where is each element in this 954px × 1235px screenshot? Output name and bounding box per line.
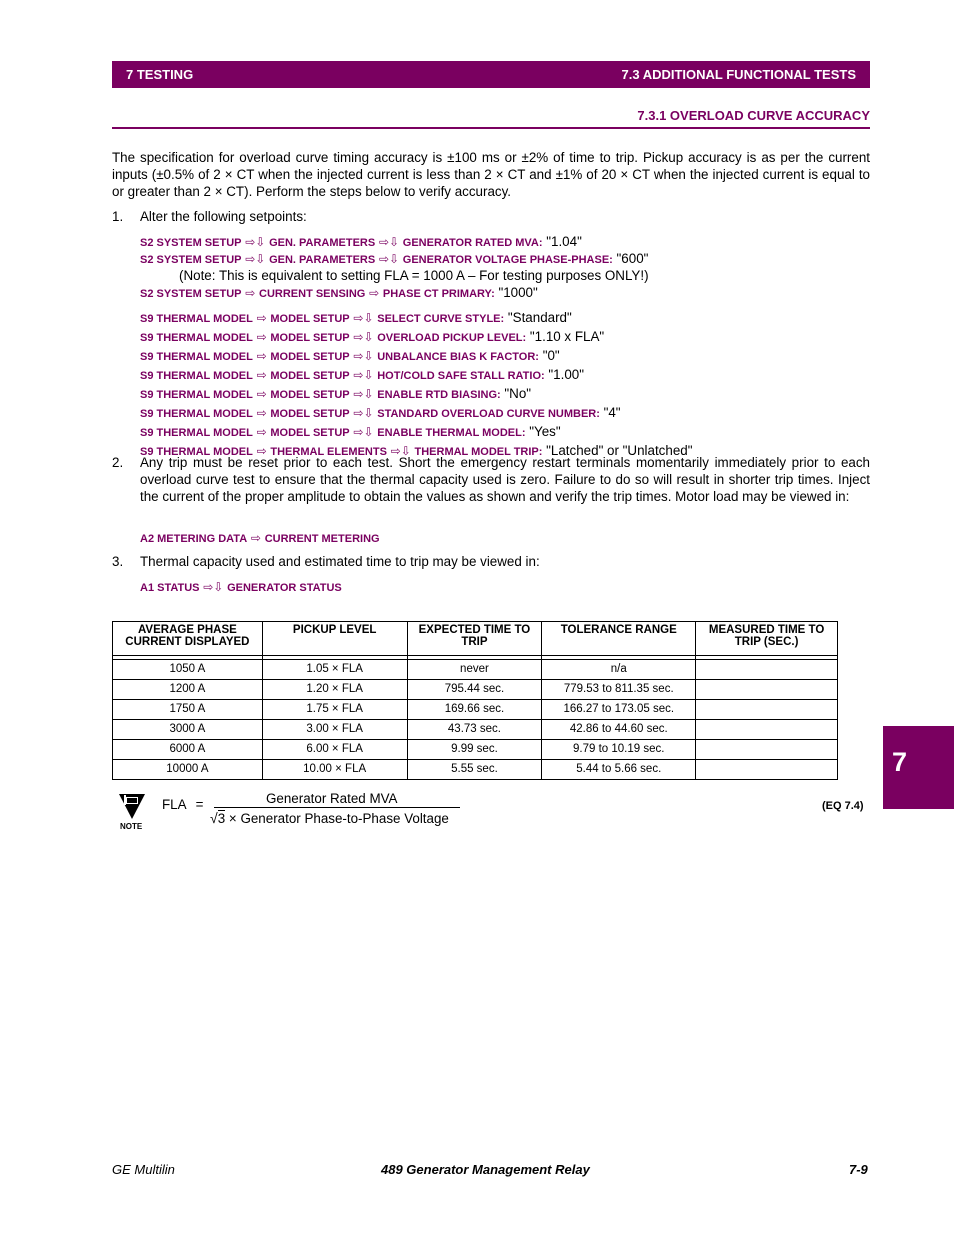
table-cell: 6.00 × FLA <box>262 740 407 760</box>
setpoint-value: "1.00" <box>544 367 584 382</box>
setpoint-path: S9 THERMAL MODEL <box>140 389 253 401</box>
setpoint-value: "0" <box>538 348 560 363</box>
setpoint-path: S9 THERMAL MODEL <box>140 408 253 420</box>
arrow-right-down-icon: ⇨⇩ <box>353 387 374 401</box>
table-row <box>113 660 838 680</box>
note-marker <box>117 791 147 833</box>
table-cell: 9.79 to 10.19 sec. <box>542 740 696 760</box>
setpoint-path: MODEL SETUP <box>270 351 350 363</box>
setpoint-name: ENABLE RTD BIASING: <box>377 389 501 401</box>
table-cell: 10000 A <box>113 760 263 780</box>
setpoint-path: S2 SYSTEM SETUP <box>140 288 242 300</box>
arrow-right-icon: ⇨ <box>256 349 267 363</box>
equation-variable: FLA <box>162 797 186 812</box>
arrow-right-down-icon: ⇨⇩ <box>245 252 266 266</box>
step-2-text: Any trip must be reset prior to each test. Short the emergency restart terminals momentarily immediately prior to each overload curve test to ensure that the thermal capacity used is zero. Failure to do so will result in shorter trip times. Inject the current of the proper amplitude to obtain the values as shown and verify the trip times. Motor load may be viewed in: <box>140 455 870 504</box>
setpoint-value: "600" <box>612 251 649 266</box>
setpoint-path: THERMAL ELEMENTS <box>270 446 387 458</box>
table-cell: 5.55 sec. <box>407 760 542 780</box>
table-header-cell: TOLERANCE RANGE <box>542 622 696 656</box>
page-number: 7-9 <box>849 1162 868 1177</box>
chapter-tab <box>883 726 954 809</box>
table-cell <box>696 760 838 780</box>
table-header-cell: MEASURED TIME TO TRIP (SEC.) <box>696 622 838 656</box>
table-cell <box>696 660 838 680</box>
arrow-right-down-icon: ⇨⇩ <box>353 406 374 420</box>
times-symbol: × <box>228 811 237 826</box>
setpoint-path: S9 THERMAL MODEL <box>140 313 253 325</box>
arrow-right-down-icon: ⇨⇩ <box>353 368 374 382</box>
setpoint-line <box>140 309 692 328</box>
setpoint-path: S9 THERMAL MODEL <box>140 446 253 458</box>
arrow-right-icon: ⇨ <box>250 531 261 545</box>
setpoint-value: "Standard" <box>504 310 572 325</box>
arrow-right-icon: ⇨ <box>369 286 380 300</box>
equation-label: (EQ 7.4) <box>822 800 864 812</box>
chapter-tab-number: 7 <box>892 747 908 777</box>
equation-numerator: Generator Rated MVA <box>266 791 398 806</box>
subsection-title: 7.3.1 OVERLOAD CURVE ACCURACY <box>637 108 870 123</box>
radicand: 3 <box>217 811 226 826</box>
sqrt-icon: √ <box>210 810 218 826</box>
table-cell: n/a <box>542 660 696 680</box>
setpoint-line <box>140 328 692 347</box>
setpoint-path: MODEL SETUP <box>270 370 350 382</box>
chapter-header-bar <box>112 61 870 88</box>
table-cell: never <box>407 660 542 680</box>
table-cell <box>696 680 838 700</box>
equation-equals: = <box>195 797 204 812</box>
table-cell <box>696 720 838 740</box>
section-header: 7.3 ADDITIONAL FUNCTIONAL TESTS <box>621 67 856 82</box>
arrow-right-down-icon: ⇨⇩ <box>390 444 411 458</box>
arrow-right-icon: ⇨ <box>256 444 267 458</box>
setpoint-path: MODEL SETUP <box>270 313 350 325</box>
setpoint-path: CURRENT METERING <box>264 533 380 545</box>
setpoint-name: STANDARD OVERLOAD CURVE NUMBER: <box>377 408 600 420</box>
arrow-right-icon: ⇨ <box>245 286 256 300</box>
table-cell <box>696 700 838 720</box>
thermal-setpoints <box>140 309 692 461</box>
status-path <box>140 578 342 597</box>
table-cell: 169.66 sec. <box>407 700 542 720</box>
arrow-right-icon: ⇨ <box>256 425 267 439</box>
intro-paragraph: The specification for overload curve timing accuracy is ±100 ms or ±2% of time to trip. Pickup accuracy is as per the current inputs (±0.5% of 2 × CT when the injected current is less than 2 × CT and ±1% of 20 × CT when the injected current is equal to or greater than 2 × CT). Perform the steps below to verify accuracy. <box>112 150 870 199</box>
note-label: NOTE <box>120 822 143 831</box>
step-3-number: 3. <box>112 554 124 569</box>
setpoint-path: S9 THERMAL MODEL <box>140 370 253 382</box>
table-cell: 9.99 sec. <box>407 740 542 760</box>
setpoint-path: MODEL SETUP <box>270 332 350 344</box>
table-header-cell: EXPECTED TIME TO TRIP <box>407 622 542 656</box>
setpoint-path: S9 THERMAL MODEL <box>140 427 253 439</box>
table-row <box>113 700 838 720</box>
table-cell: 3.00 × FLA <box>262 720 407 740</box>
setpoint-path: MODEL SETUP <box>270 389 350 401</box>
setpoint-path: GEN. PARAMETERS <box>269 254 376 266</box>
table-cell: 43.73 sec. <box>407 720 542 740</box>
table-cell: 1.05 × FLA <box>262 660 407 680</box>
table-cell: 3000 A <box>113 720 263 740</box>
setpoint-line <box>140 423 692 442</box>
setpoint-path: MODEL SETUP <box>270 427 350 439</box>
setpoint-path: S9 THERMAL MODEL <box>140 351 253 363</box>
arrow-right-icon: ⇨ <box>256 406 267 420</box>
setpoint-path: S9 THERMAL MODEL <box>140 332 253 344</box>
arrow-right-down-icon: ⇨⇩ <box>203 580 224 594</box>
overload-test-table <box>112 621 838 780</box>
table-header-cell: AVERAGE PHASE CURRENT DISPLAYED <box>113 622 263 656</box>
arrow-right-icon: ⇨ <box>256 387 267 401</box>
chapter-title: 7 TESTING <box>126 67 194 82</box>
setpoint-name: HOT/COLD SAFE STALL RATIO: <box>377 370 545 382</box>
note-icon <box>117 791 147 821</box>
equation-denominator <box>210 810 449 826</box>
table-row <box>113 760 838 780</box>
fraction-bar <box>214 807 460 808</box>
table-cell: 5.44 to 5.66 sec. <box>542 760 696 780</box>
header-rule <box>112 127 870 129</box>
setpoint-value: "1.10 x FLA" <box>526 329 605 344</box>
setpoint-line <box>140 404 692 423</box>
table-cell: 1050 A <box>113 660 263 680</box>
setpoint-value: "4" <box>599 405 621 420</box>
setpoint-name: OVERLOAD PICKUP LEVEL: <box>377 332 527 344</box>
table-cell: 779.53 to 811.35 sec. <box>542 680 696 700</box>
table-row <box>113 680 838 700</box>
equation-lhs <box>162 797 203 812</box>
setpoint-value: "No" <box>500 386 532 401</box>
setpoint-value: "1000" <box>494 285 538 300</box>
footer-product: 489 Generator Management Relay <box>381 1162 590 1177</box>
arrow-right-down-icon: ⇨⇩ <box>378 252 400 266</box>
arrow-right-down-icon: ⇨⇩ <box>353 425 374 439</box>
setpoint-line <box>140 385 692 404</box>
footer-company: GE Multilin <box>112 1162 175 1177</box>
setpoint-value: "Yes" <box>525 424 561 439</box>
setpoint-line <box>140 347 692 366</box>
setpoint-name: GENERATOR RATED MVA: <box>402 237 543 249</box>
arrow-right-icon: ⇨ <box>256 330 267 344</box>
table-row <box>113 740 838 760</box>
setpoint-path: A2 METERING DATA <box>140 533 248 545</box>
table-cell: 6000 A <box>113 740 263 760</box>
setpoint-value: "1.04" <box>542 234 582 249</box>
table-cell: 42.86 to 44.60 sec. <box>542 720 696 740</box>
table-cell: 1.20 × FLA <box>262 680 407 700</box>
setpoint-name: PHASE CT PRIMARY: <box>382 288 495 300</box>
setpoint-line <box>140 366 692 385</box>
arrow-right-down-icon: ⇨⇩ <box>353 330 374 344</box>
setpoint-value: "Latched" or "Unlatched" <box>542 443 693 458</box>
arrow-right-down-icon: ⇨⇩ <box>245 235 266 249</box>
setpoint-path: S2 SYSTEM SETUP <box>140 237 242 249</box>
setpoint-name: UNBALANCE BIAS K FACTOR: <box>377 351 539 363</box>
setpoint-path: MODEL SETUP <box>270 408 350 420</box>
table-header-row <box>113 622 838 656</box>
table-cell: 1.75 × FLA <box>262 700 407 720</box>
setpoint-name: THERMAL MODEL TRIP: <box>414 446 543 458</box>
table-cell: 1200 A <box>113 680 263 700</box>
step-3-text: Thermal capacity used and estimated time to trip may be viewed in: <box>140 554 540 569</box>
table-cell: 1750 A <box>113 700 263 720</box>
setpoint-path: GENERATOR STATUS <box>227 582 342 594</box>
table-row <box>113 720 838 740</box>
table-header-cell: PICKUP LEVEL <box>262 622 407 656</box>
step-2-number: 2. <box>112 455 124 470</box>
setpoint-path: S2 SYSTEM SETUP <box>140 254 242 266</box>
setpoint-path: A1 STATUS <box>140 582 200 594</box>
fla-note: (Note: This is equivalent to setting FLA = 1000 A – For testing purposes ONLY!) <box>179 268 649 283</box>
setpoint-name: GENERATOR VOLTAGE PHASE-PHASE: <box>402 254 613 266</box>
setpoint-name: SELECT CURVE STYLE: <box>377 313 505 325</box>
arrow-right-down-icon: ⇨⇩ <box>353 349 374 363</box>
table-cell: 10.00 × FLA <box>262 760 407 780</box>
setpoint-path: GEN. PARAMETERS <box>269 237 376 249</box>
denominator-text: Generator Phase-to-Phase Voltage <box>240 811 449 826</box>
setpoint-name: ENABLE THERMAL MODEL: <box>377 427 526 439</box>
arrow-right-down-icon: ⇨⇩ <box>353 311 374 325</box>
setpoint-path: CURRENT SENSING <box>259 288 366 300</box>
arrow-right-down-icon: ⇨⇩ <box>378 235 400 249</box>
arrow-right-icon: ⇨ <box>256 368 267 382</box>
step-1-number: 1. <box>112 209 124 224</box>
table-cell: 795.44 sec. <box>407 680 542 700</box>
step-1-text: Alter the following setpoints: <box>140 209 307 224</box>
arrow-right-icon: ⇨ <box>256 311 267 325</box>
metering-path <box>140 529 380 548</box>
table-cell <box>696 740 838 760</box>
setpoint-line <box>140 284 538 303</box>
table-cell: 166.27 to 173.05 sec. <box>542 700 696 720</box>
